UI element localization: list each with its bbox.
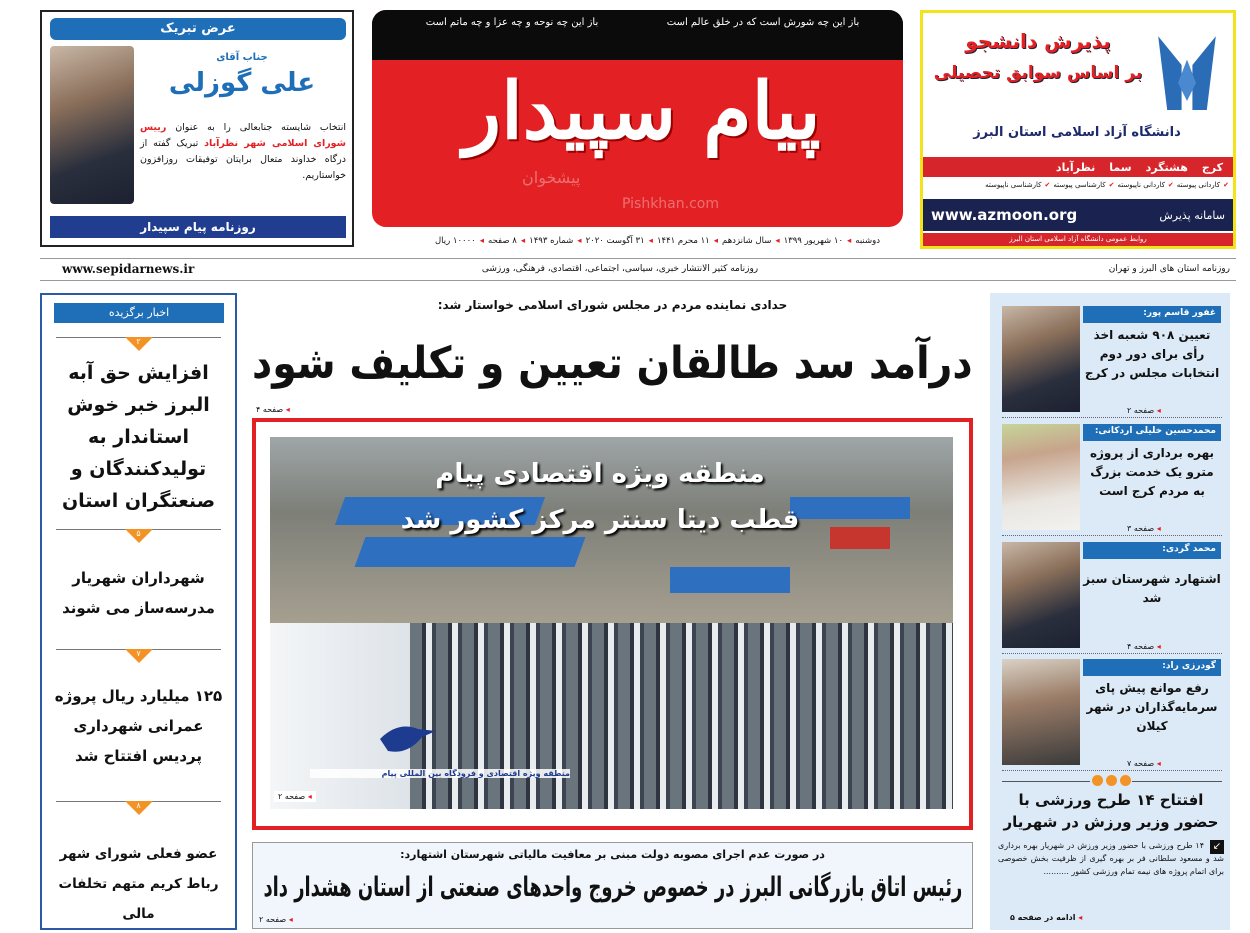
dateline: دوشنبه ◂ ۱۰ شهریور ۱۳۹۹ ◂ سال شانزدهم ◂ ۱۱ محرم ۱۴۴۱ ◂ ۳۱ آگوست ۲۰۲۰ ◂ شماره ۱۴۹۳ ◂ ۸ صفحه ◂ ۱۰۰۰۰ ریال: [434, 236, 880, 246]
body-text: تبریک گفته از درگاه خداوند متعال برایتان توفیقات روزافزون خواستاریم.: [140, 138, 346, 181]
interview-item[interactable]: گودرزی راد: رفع موانع پیش پای سرمایه‌گذاران در شهر کیلان ◂ صفحه ۷: [1002, 659, 1222, 771]
masthead-logo: [372, 10, 903, 227]
ad-footer: روزنامه پیام سپیدار: [50, 216, 346, 238]
coverage-label: روزنامه استان های البرز و تهران: [1108, 264, 1230, 274]
interview-title: بهره برداری از پروژه مترو یک خدمت بزرگ به مردم کرج است: [1089, 446, 1215, 498]
page-number: ۸: [136, 801, 141, 810]
page-ref-text: صفحه ۲: [1127, 406, 1155, 415]
photo-title-1: [370, 459, 830, 489]
payam-logo-icon: [378, 719, 438, 759]
interview-title: رفع موانع پیش پای سرمایه‌گذاران در شهر کیلان: [1086, 681, 1218, 733]
page-marker-icon: [125, 529, 153, 543]
program-list: ✔ کاردانی پیوسته ✔ کاردانی ناپیوسته ✔ کارشناسی پیوسته ✔ کارشناسی ناپیوسته: [985, 181, 1229, 189]
feature-body: ۱۴ طرح ورزشی با حضور وزیر ورزش در شهریار بهره برداری شد و مسعود سلطانی فر بر بهره گیری از ظرفیت بخش خصوصی برای اتمام پروژه های نیمه تمام ورزشی کشور ..........: [998, 841, 1224, 876]
date-part: سال شانزدهم: [722, 236, 772, 246]
aerial-photo: [270, 437, 953, 623]
ad-headline-1: پذیرش دانشجو: [965, 29, 1111, 53]
interviews-column: [990, 293, 1230, 930]
campus: سما: [1109, 160, 1132, 174]
page-ref-text: صفحه ۴: [1127, 642, 1155, 651]
date-part: ۱۰۰۰۰ ریال: [434, 236, 476, 246]
interviewee-name: غفور قاسم پور:: [1083, 306, 1221, 323]
photo-page-ref: ◂ صفحه ۲: [274, 791, 316, 802]
photo-title-1-text: منطقه ویژه اقتصادی پیام: [435, 459, 765, 489]
bottom-story: [252, 842, 973, 929]
interviewee-name: گودرزی راد:: [1083, 659, 1221, 676]
logo-caption: منطقه ویژه اقتصادی و فرودگاه بین المللی پیام: [310, 769, 570, 778]
main-kicker: حدادی نماینده مردم در مجلس شورای اسلامی خواستار شد:: [437, 298, 788, 312]
congratulation-ad: [40, 10, 354, 247]
divider: [40, 280, 1236, 281]
university-ad: [920, 10, 1236, 249]
page-ref: ◂ صفحه ۲: [259, 915, 293, 924]
body-highlight: رییس شورای: [140, 122, 346, 149]
newspaper-tagline: روزنامه کثیر الانتشار خبری، سیاسی، اجتماعی، اقتصادی، فرهنگی، ورزشی: [481, 264, 759, 274]
salutation: جناب آقای: [216, 52, 268, 63]
portal-label: سامانه پذیرش: [1159, 208, 1225, 222]
arrow-down-left-icon: ↙: [1210, 840, 1224, 854]
honoree-name: علی گوزلی: [168, 68, 316, 98]
campus-list: [923, 157, 1233, 177]
news-item[interactable]: عضو فعلی شورای شهر رباط کریم متهم تخلفات مالی: [58, 846, 219, 922]
feature-headline[interactable]: افتتاح ۱۴ طرح ورزشی با حضور وزیر ورزش در شهریار: [1003, 791, 1219, 831]
page-ref-text: صفحه ۲: [259, 915, 287, 924]
datacenter-photo: [270, 623, 953, 809]
bottom-headline[interactable]: [263, 868, 962, 908]
interviewee-photo: [1002, 542, 1080, 648]
watermark: Pishkhan.com: [622, 196, 719, 212]
news-item[interactable]: افزایش حق آبه البرز خبر خوش استاندار به تولیدکنندگان و صنعتگران استان: [61, 362, 216, 512]
page-marker-icon: [125, 801, 153, 815]
date-part: ۳۱ آگوست ۲۰۲۰: [585, 236, 645, 246]
main-photo: [270, 437, 953, 809]
main-photo-box: [252, 418, 973, 830]
page-ref-text: صفحه ۴: [256, 405, 284, 414]
banner-verse: باز این چه شورش است که در خلق عالم است: [666, 17, 860, 28]
campus: کرج: [1201, 160, 1223, 174]
date-part: شماره ۱۴۹۳: [529, 236, 574, 246]
ad-headline-2-text: بر اساس سوابق تحصیلی: [933, 63, 1143, 83]
program: کارشناسی ناپیوسته: [985, 181, 1042, 189]
page-marker-icon: [125, 337, 153, 351]
main-headline[interactable]: [252, 334, 973, 394]
mourning-banner: [372, 10, 903, 60]
bottom-headline-text: رئیس اتاق بازرگانی البرز در خصوص خروج واحدهای صنعتی از استان هشدار داد: [263, 872, 962, 903]
interviewee-photo: [1002, 306, 1080, 412]
page-marker-icon: [125, 649, 153, 663]
website-link[interactable]: www.sepidarnews.ir: [62, 262, 195, 276]
university-name-text: دانشگاه آزاد اسلامی استان البرز: [973, 125, 1181, 140]
newspaper-name-text: پیام سپیدار: [463, 66, 821, 157]
interview-item[interactable]: غفور قاسم پور: تعیین ۹۰۸ شعبه اخذ رأی برای دور دوم انتخابات مجلس در کرج ◂ صفحه ۲: [1002, 306, 1222, 418]
interviewee-name: محمد گردی:: [1083, 542, 1221, 559]
program: کاردانی پیوسته: [1176, 181, 1221, 189]
date-part: ۱۰ شهریور ۱۳۹۹: [783, 236, 844, 246]
date-part: دوشنبه: [855, 236, 880, 246]
dots-icon: [1090, 775, 1132, 787]
continue-link[interactable]: ◂ ادامه در صفحه ۵: [1010, 913, 1083, 922]
interview-title: اشتهارد شهرستان سبز شد: [1083, 572, 1221, 605]
body-highlight: اسلامی شهر نظرآباد: [204, 138, 308, 149]
interviewee-photo: [1002, 659, 1080, 765]
body-text: انتخاب شایسته جنابعالی را به عنوان: [175, 122, 346, 133]
banner-verse: باز این چه نوحه و چه عزا و چه ماتم است: [425, 17, 599, 28]
interviewee-name: محمدحسین خلیلی اردکانی:: [1083, 424, 1221, 441]
interview-item[interactable]: محمد گردی: اشتهارد شهرستان سبز شد ◂ صفحه ۴: [1002, 542, 1222, 654]
page-ref-text: صفحه ۷: [1127, 759, 1155, 768]
watermark-fa: پیشخوان: [522, 168, 581, 187]
photo-title-2: [370, 505, 830, 535]
ad-headline-2: [933, 63, 1143, 83]
main-headline-text: درآمد سد طالقان تعیین و تکلیف شود: [252, 338, 973, 389]
program: کاردانی ناپیوسته: [1117, 181, 1165, 189]
ad-title: عرض تبریک: [50, 18, 346, 40]
portal-bar: [923, 199, 1233, 231]
portrait-photo: [50, 46, 134, 204]
campus: نظرآباد: [1055, 160, 1096, 174]
interview-item[interactable]: محمدحسین خلیلی اردکانی: بهره برداری از پروژه مترو یک خدمت بزرگ به مردم کرج است ◂ صفحه ۳: [1002, 424, 1222, 536]
page-ref: ◂ صفحه ۴: [256, 405, 290, 414]
divider: [40, 258, 1236, 259]
bottom-kicker: در صورت عدم اجرای مصوبه دولت مبنی بر معافیت مالیاتی شهرستان اشتهارد:: [400, 848, 825, 861]
ad-body: [140, 120, 346, 184]
newspaper-name: [402, 64, 882, 160]
interview-title: تعیین ۹۰۸ شعبه اخذ رأی برای دور دوم انتخابات مجلس در کرج: [1084, 328, 1220, 380]
program: کارشناسی پیوسته: [1053, 181, 1106, 189]
continue-text: ادامه در صفحه ۵: [1010, 913, 1076, 922]
page-number: ۵: [136, 529, 141, 538]
ad-footer: روابط عمومی دانشگاه آزاد اسلامی استان البرز: [923, 233, 1233, 246]
page-number: ۲: [136, 337, 141, 346]
date-part: ۸ صفحه: [488, 236, 517, 246]
photo-title-2-text: قطب دیتا سنتر مرکز کشور شد: [400, 505, 800, 535]
campus: هشتگرد: [1145, 160, 1188, 174]
news-item[interactable]: شهرداران شهریار مدرسه‌ساز می شوند: [62, 569, 215, 617]
university-emblem-icon: [1151, 29, 1223, 119]
column-title: اخبار برگزیده: [54, 303, 224, 323]
featured-news-column: [40, 293, 237, 930]
portal-url[interactable]: www.azmoon.org: [931, 206, 1078, 224]
page-ref-text: صفحه ۳: [1127, 524, 1155, 533]
page-number: ۷: [136, 649, 141, 658]
page-ref-text: صفحه ۲: [278, 792, 306, 801]
interviewee-photo: [1002, 424, 1080, 530]
news-item[interactable]: ۱۲۵ میلیارد ریال پروژه عمرانی شهرداری پردیس افتتاح شد: [54, 687, 223, 765]
university-name: [927, 125, 1227, 140]
date-part: ۱۱ محرم ۱۴۴۱: [656, 236, 710, 246]
